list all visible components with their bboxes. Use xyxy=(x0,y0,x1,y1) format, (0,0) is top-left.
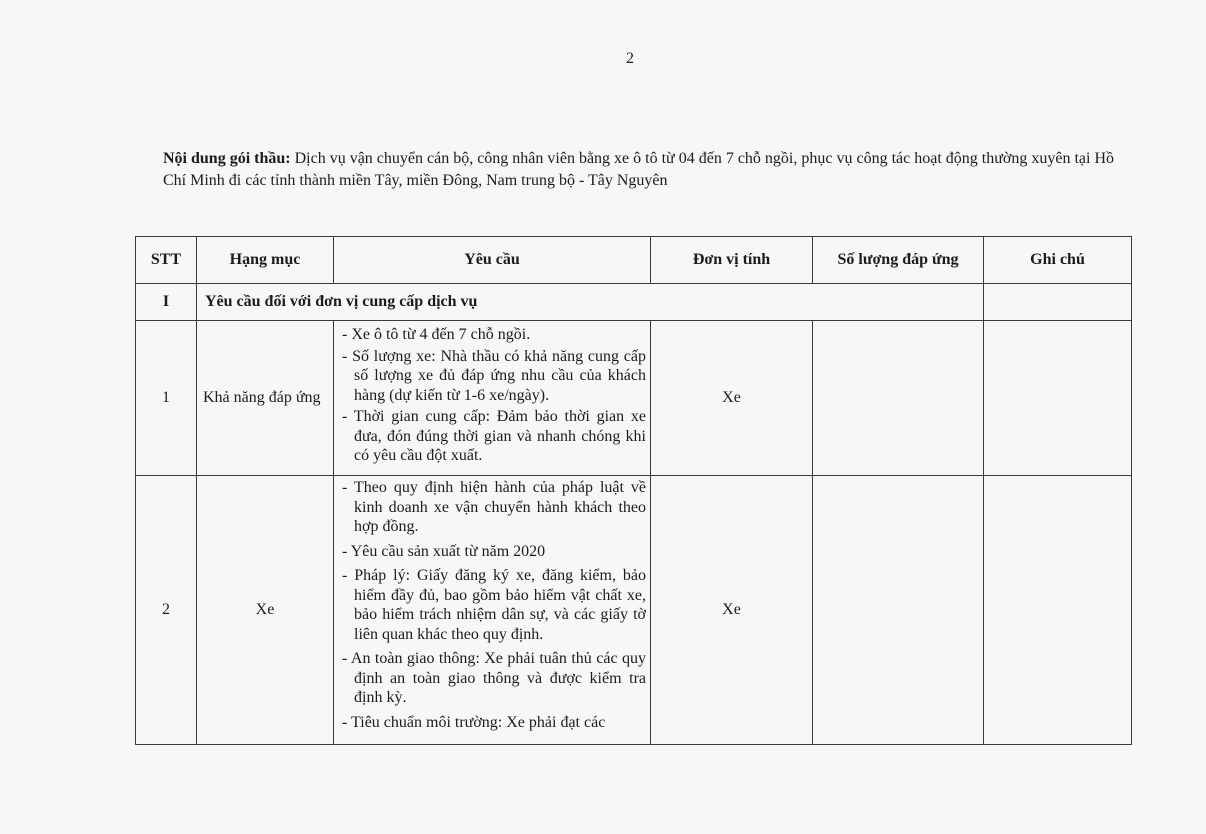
requirements-table xyxy=(135,236,1132,745)
tender-content-text: Dịch vụ vận chuyển cán bộ, công nhân viên bằng xe ô tô từ 04 đến 7 chỗ ngồi, phục vụ công tác hoạt động thường xuyên tại Hồ Chí Minh đi các tỉnh thành miền Tây, miền Đông, Nam trung bộ - Tây Nguyên xyxy=(163,150,1114,189)
header-yeu-cau: Yêu cầu xyxy=(334,237,651,284)
row-hang-muc: Xe xyxy=(197,476,334,745)
row-so-luong-cell xyxy=(813,321,984,476)
table-row xyxy=(136,321,1132,476)
header-hang-muc: Hạng mục xyxy=(197,237,334,284)
row-don-vi-tinh: Xe xyxy=(651,321,813,476)
requirement-item: - Thời gian cung cấp: Đảm bảo thời gian xe đưa, đón đúng thời gian và nhanh chóng khi có yêu cầu đột xuất. xyxy=(342,408,646,464)
row-stt: 1 xyxy=(136,321,197,476)
tender-content-paragraph xyxy=(163,148,1138,192)
row-yeu-cau xyxy=(334,476,651,745)
header-ghi-chu: Ghi chú xyxy=(984,237,1132,284)
table-row xyxy=(136,476,1132,745)
row-ghi-chu-cell xyxy=(984,476,1132,745)
section-ghi-chu-cell xyxy=(984,284,1132,321)
row-stt: 2 xyxy=(136,476,197,745)
header-don-vi-tinh: Đơn vị tính xyxy=(651,237,813,284)
header-stt: STT xyxy=(136,237,197,284)
requirement-item: - Pháp lý: Giấy đăng ký xe, đăng kiểm, bảo hiểm đầy đủ, bao gồm bảo hiểm vật chất xe, bảo hiểm trách nhiệm dân sự, và các giấy tờ liên quan khác theo quy định. xyxy=(342,567,646,643)
row-hang-muc xyxy=(197,321,334,476)
section-stt: I xyxy=(136,284,197,321)
section-title: Yêu cầu đối với đơn vị cung cấp dịch vụ xyxy=(197,284,984,321)
section-row xyxy=(136,284,1132,321)
requirement-item: - An toàn giao thông: Xe phải tuân thủ các quy định an toàn giao thông và được kiểm tra định kỳ. xyxy=(342,650,646,706)
requirement-item: - Tiêu chuẩn môi trường: Xe phải đạt các xyxy=(342,713,606,731)
header-so-luong-dap-ung: Số lượng đáp ứng xyxy=(813,237,984,284)
row-ghi-chu-cell xyxy=(984,321,1132,476)
row-don-vi-tinh: Xe xyxy=(651,476,813,745)
page-number: 2 xyxy=(626,50,634,67)
requirement-item: - Yêu cầu sản xuất từ năm 2020 xyxy=(342,542,546,560)
requirement-item: - Số lượng xe: Nhà thầu có khả năng cung cấp số lượng xe đủ đáp ứng nhu cầu của khách hàng (dự kiến từ 1-6 xe/ngày). xyxy=(342,347,646,404)
row-yeu-cau xyxy=(334,321,651,476)
table-header-row xyxy=(136,237,1132,284)
row-hang-muc-text: Khả năng đáp ứng xyxy=(203,389,321,406)
row-so-luong-cell xyxy=(813,476,984,745)
requirement-item: - Xe ô tô từ 4 đến 7 chỗ ngồi. xyxy=(342,326,531,343)
tender-content-label: Nội dung gói thầu: xyxy=(163,150,291,167)
requirement-item: - Theo quy định hiện hành của pháp luật về kinh doanh xe vận chuyển hành khách theo hợp đồng. xyxy=(342,479,646,535)
